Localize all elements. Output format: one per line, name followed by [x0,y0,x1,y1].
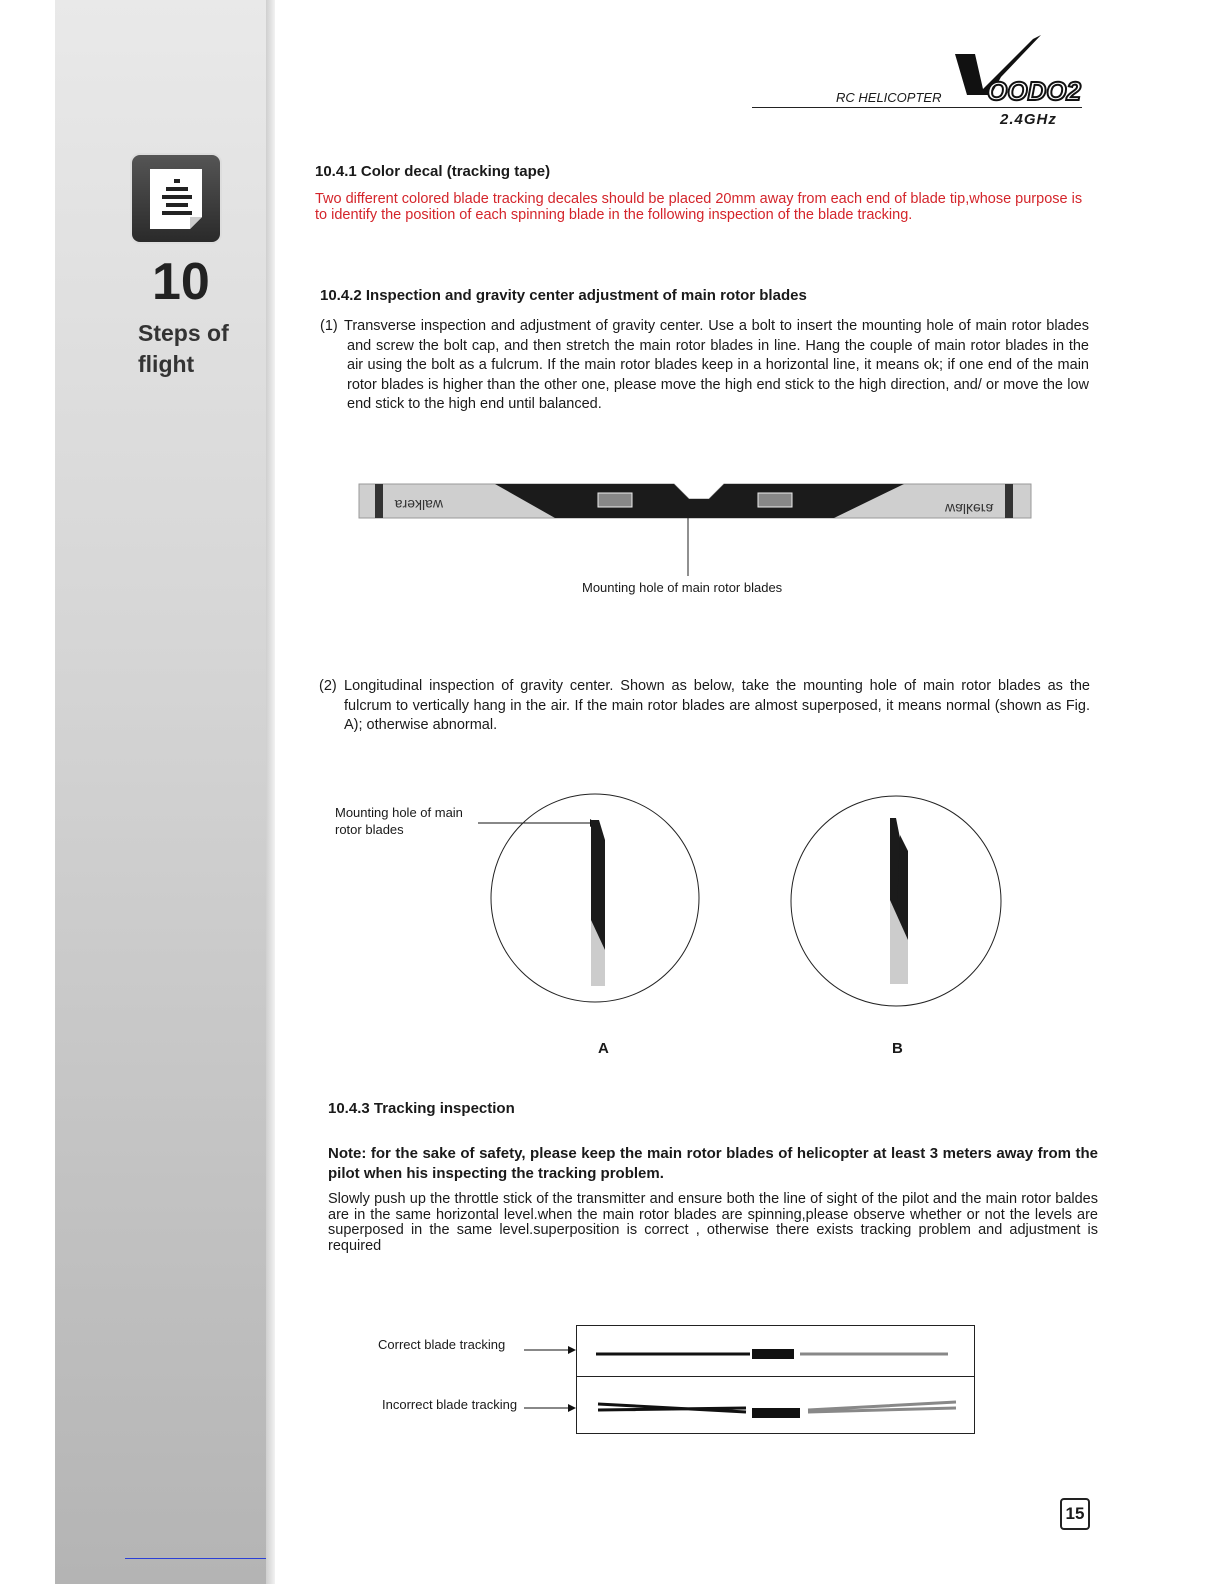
section-title: 10.4.3 Tracking inspection [328,1100,515,1117]
decal-text: Two different colored blade tracking decales should be placed 20mm away from each end of blade tip,whose purpose is to identify the position of each spinning blade in the following inspection of the blade tracking. [315,191,1083,223]
tracking-text: Slowly push up the throttle stick of the transmitter and ensure both the line of sight of the pilot and the main rotor baldes are in the same horizontal level.when the main rotor blades are spinning,please observe whether or not the levels are superposed in the same level.superposition is correct , otherwise there exists tracking problem and adjustment is required [328,1191,1098,1254]
header-subtitle: RC HELICOPTER [836,90,942,105]
svg-text:OODO2: OODO2 [987,76,1081,104]
tracking-figure [520,1324,980,1436]
footer-rule [125,1558,266,1559]
page-number: 15 [1060,1498,1090,1530]
paragraph-2: (2) Longitudinal inspection of gravity center. Shown as below, take the mounting hole of main rotor blades as the fulcrum to vertically hang in the air. If the main rotor blades are almost superposed, it means normal (shown as Fig. A); otherwise abnormal. [319,678,1090,733]
mounting-hole-label: Mounting hole of main rotor blades [335,805,463,837]
header-band: 2.4GHz [1000,111,1057,128]
correct-tracking-label: Correct blade tracking [378,1337,506,1352]
voodoo-logo [945,34,1095,104]
paragraph-1: (1) Transverse inspection and adjustment of gravity center. Use a bolt to insert the mounting hole of main rotor blades and screw the bolt cap, and then stretch the main rotor blades in line. Hang the couple of main rotor blades in the air using the bolt as a fulcrum. If the main rotor blades keep in a horizontal line, it means ok; if one end of the main rotor blades is higher than the other one, please move the high end stick to the high direction, and/ or move the low end stick to the high end until balanced. [320,318,1089,412]
sidebar-edge [266,0,275,1584]
mounting-hole-caption: Mounting hole of main rotor blades [582,580,783,595]
chapter-title: Steps of flight [138,320,229,377]
figure-a-label: A [598,1040,609,1057]
header-rule [752,107,1082,108]
section-title: 10.4.1 Color decal (tracking tape) [315,163,551,180]
svg-text:walkera: walkera [945,501,994,517]
document-icon [132,155,220,242]
safety-note: Note: for the sake of safety, please keep the main rotor blades of helicopter at least 3 meters away from the pilot when his inspecting the tracking problem. [328,1145,1098,1182]
rotor-blade-pair-image [355,480,1035,580]
vertical-blade-figures [470,790,1010,1010]
incorrect-tracking-label: Incorrect blade tracking [382,1397,518,1412]
chapter-number: 10 [152,253,210,311]
svg-text:walkera: walkera [394,497,443,513]
section-title: 10.4.2 Inspection and gravity center adjustment of main rotor blades [320,287,807,304]
figure-b-label: B [892,1040,903,1057]
